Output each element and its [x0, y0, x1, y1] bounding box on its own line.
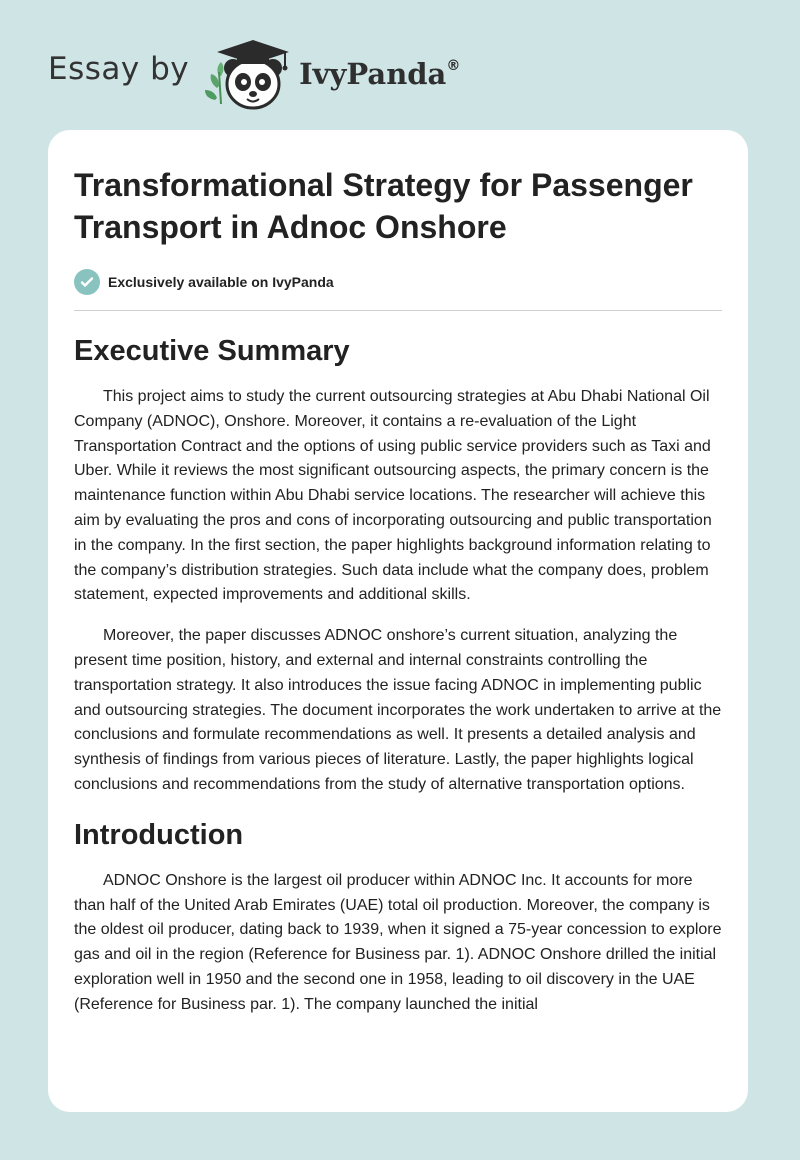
registered-mark: ® — [446, 58, 461, 74]
section-heading-executive-summary: Executive Summary — [74, 335, 350, 367]
ivypanda-panda-logo-icon[interactable] — [203, 32, 295, 112]
exclusive-badge-label: Exclusively available on IvyPanda — [108, 274, 334, 290]
essay-by-label: Essay by — [48, 51, 190, 87]
title-divider — [74, 310, 722, 311]
checkmark-icon — [74, 269, 100, 295]
paragraph: This project aims to study the current outsourcing strategies at Abu Dhabi National Oil Company (ADNOC), Onshore. Moreover, it contains a re-evaluation of the Light Transportation Contract and the options of using public service providers such as Taxi and Uber. While it reviews the most significant outsourcing aspects, the primary concern is the maintenance function within Abu Dhabi service locations. The researcher will achieve this aim by evaluating the pros and cons of incorporating outsourcing and public transportation in the company. In the first section, the paper highlights background information relating to the company’s distribution strategies. Such data include what the company does, problem statement, expected improvements and additional skills. — [74, 388, 712, 604]
essay-title: Transformational Strategy for Passenger Transport in Adnoc Onshore — [74, 167, 693, 245]
section-heading-introduction: Introduction — [74, 818, 244, 851]
ivypanda-brand-name[interactable]: IvyPanda® — [299, 57, 461, 91]
paragraph: Moreover, the paper discusses ADNOC onshore’s current situation, analyzing the present time position, history, and external and internal constraints controlling the transportation strategy. It also introduces the issue facing ADNOC in implementing public and outsourcing strategies. The document incorporates the work undertaken to arrive at the conclusions and formulate recommendations as well. It presents a detailed analysis and synthesis of findings from various pieces of literature. Lastly, the paper highlights logical conclusions and recommendations from the study of alternative transportation options. — [74, 627, 722, 793]
exclusive-badge — [74, 268, 722, 296]
site-header — [48, 32, 508, 112]
essay-card — [48, 130, 748, 1112]
paragraph: ADNOC Onshore is the largest oil producer within ADNOC Inc. It accounts for more than half of the United Arab Emirates (UAE) total oil production. Moreover, the company is the oldest oil producer, dating back to 1939, when it signed a 75-year concession to explore gas and oil in the region (Reference for Business par. 1). ADNOC Onshore drilled the initial exploration well in 1950 and the second one in 1958, leading to oil discovery in the UAE (Reference for Business par. 1). The company launched the initial — [74, 871, 722, 1013]
